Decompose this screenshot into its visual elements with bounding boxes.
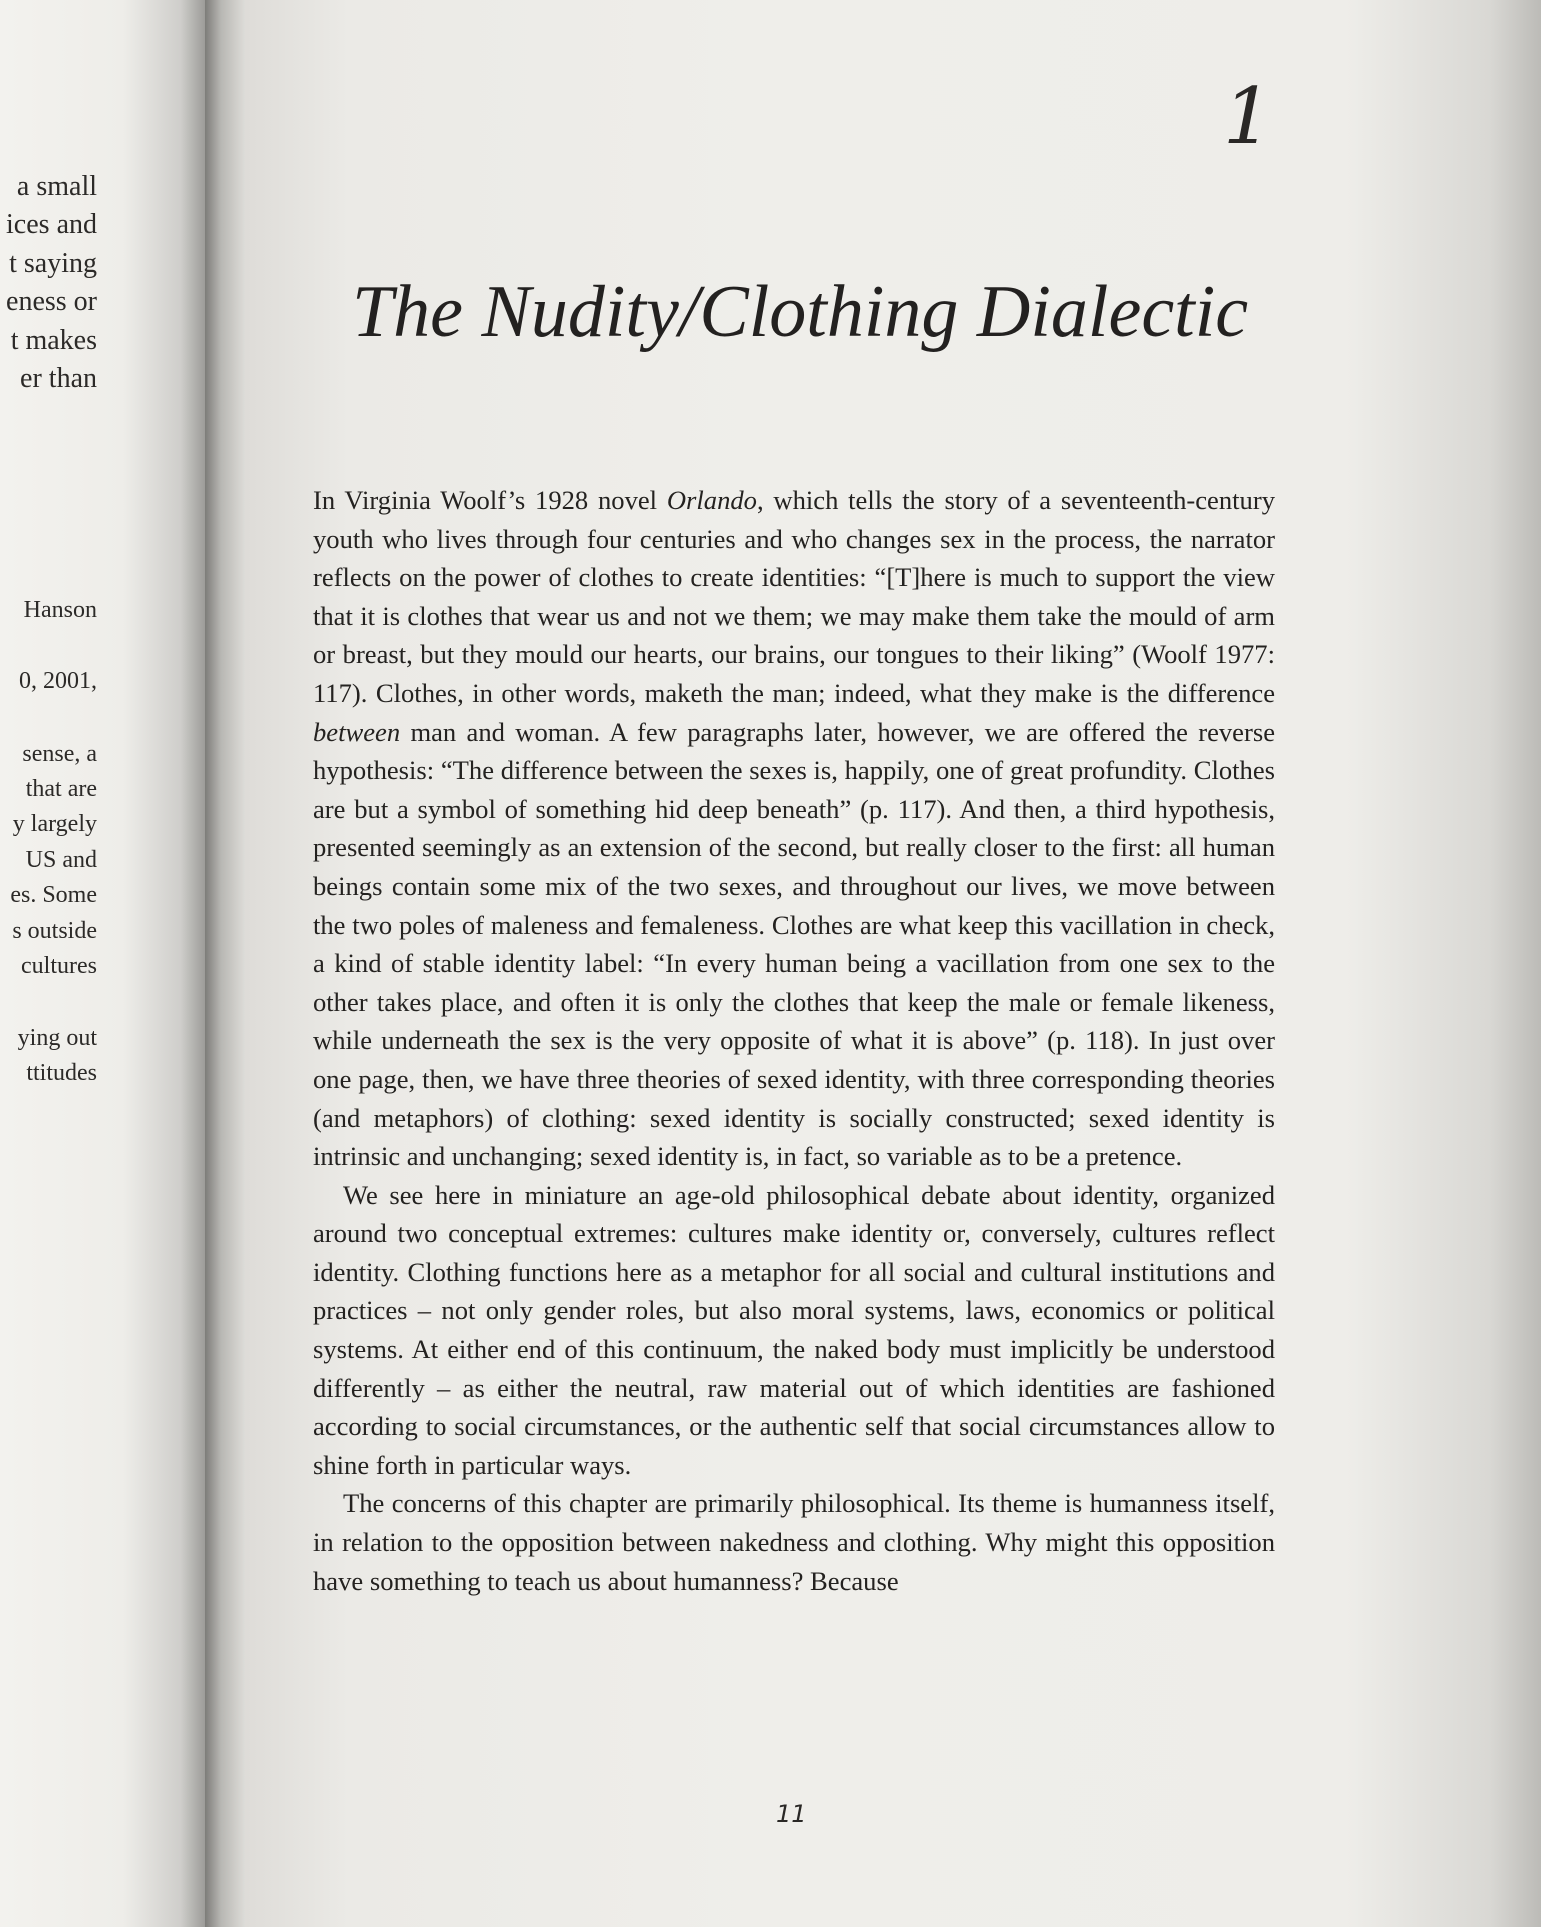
- facing-page-line: a small: [16, 171, 97, 202]
- paragraph-2: We see here in miniature an age-old philosophical debate about identity, organized around two conceptual extremes: cultures make identity or, conversely, cultures reflect identity. Clothing functions here as a metaphor for all social and cultural institutions and practices – not only gender roles, but also moral systems, laws, economics or political systems. At either end of this continuum, the naked body must implicitly be understood differently – as either the neutral, raw material out of which identities are fashioned according to social circumstances, or the authentic self that social circumstances allow to shine forth in particular ways.: [313, 1179, 1275, 1480]
- chapter-body: [313, 481, 1275, 1600]
- facing-page-line: US and: [25, 847, 97, 873]
- facing-page-line: er than: [20, 363, 97, 394]
- paragraph-3: The concerns of this chapter are primarily philosophical. Its theme is humanness itself, in relation to the opposition between nakedness and clothing. Why might this opposition have something to teach us about humanness? Because: [313, 1488, 1275, 1596]
- emphasis-italic: between: [313, 716, 401, 747]
- facing-page-line: y largely: [12, 811, 97, 837]
- facing-page-line: s outside: [12, 918, 97, 944]
- facing-page-line: ying out: [17, 1025, 97, 1051]
- book-title-italic: Orlando: [666, 485, 757, 515]
- paragraph-text: man and woman. A few paragraphs later, however, we are offered the reverse hypothesis: “The difference between the sexes is, happily, one of great profundity. Clothes are but a symbol of something hid deep beneath” (p. 117). And then, a third hypothesis, presented seemingly as an extension of the second, but really closer to the first: all human beings contain some mix of the two sexes, and throughout our lives, we move between the two poles of maleness and femaleness. Clothes are what keep this vacillation in check, a kind of stable identity label: “In every human being a vacillation from one sex to the other takes place, and often it is only the clothes that keep the male or female likeness, while underneath the sex is the very opposite of what it is above” (p. 118). In just over one page, then, we have three theories of sexed identity, with three corresponding theories (and metaphors) of clothing: sexed identity is socially constructed; sexed identity is intrinsic and unchanging; sexed identity is, in fact, so variable as to be a pretence.: [313, 716, 1275, 1172]
- facing-page-line: that are: [25, 776, 97, 802]
- facing-page-line: t makes: [10, 325, 97, 356]
- facing-page-line: ttitudes: [26, 1060, 97, 1086]
- paragraph-text: , which tells the story of a seventeenth-century youth who lives through four centuries and who changes sex in the process, the narrator reflects on the power of clothes to create identities: “[T]here is much to support the view that it is clothes that wear us and not we them; we may make them take the mould of arm or breast, but they mould our hearts, our brains, our tongues to their liking” (Woolf 1977: 117). Clothes, in other words, maketh the man; indeed, what they make is the difference: [313, 485, 1275, 708]
- page-number: 11: [776, 1800, 807, 1828]
- facing-page-line: t saying: [9, 248, 97, 279]
- facing-page-line: 0, 2001,: [19, 668, 97, 694]
- book-gutter: [205, 0, 245, 1927]
- facing-page-line: eness or: [6, 286, 97, 317]
- chapter-number: 1: [1223, 72, 1273, 162]
- facing-page: [0, 0, 205, 1927]
- facing-page-line: es. Some: [10, 882, 97, 908]
- paragraph-text: In Virginia Woolf’s 1928 novel: [313, 485, 667, 515]
- facing-page-line: Hanson: [23, 597, 97, 623]
- facing-page-line: ices and: [6, 209, 97, 240]
- facing-page-line: cultures: [21, 953, 97, 979]
- facing-page-line: sense, a: [22, 741, 97, 767]
- paragraph-1: [313, 481, 1275, 1176]
- chapter-title: The Nudity/Clothing Dialectic: [352, 271, 1249, 353]
